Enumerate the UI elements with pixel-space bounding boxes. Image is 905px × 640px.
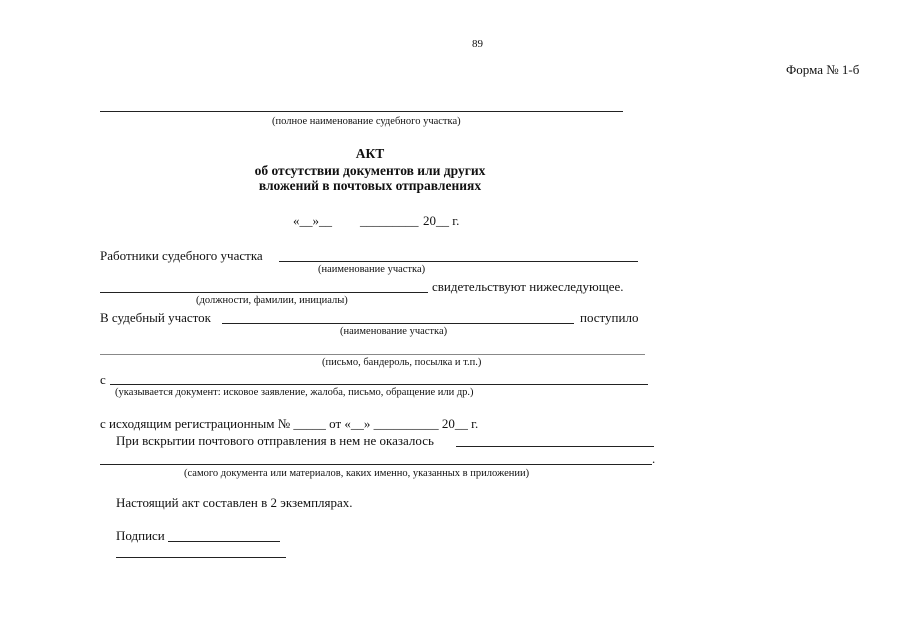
missing-line: [100, 464, 652, 465]
court-caption: (наименование участка): [340, 326, 448, 337]
court-label: В судебный участок: [100, 310, 212, 325]
court-name-line: [100, 111, 623, 112]
act-subtitle-line2: вложений в почтовых отправлениях: [258, 178, 482, 193]
item-caption: (письмо, бандероль, посылка и т.п.): [322, 357, 482, 368]
workers-label: Работники судебного участка: [100, 248, 263, 263]
workers-line: [279, 261, 638, 262]
page-number: 89: [472, 38, 483, 50]
opening-line: [456, 446, 654, 447]
positions-caption: (должности, фамилии, инициалы): [196, 295, 348, 306]
positions-line: [100, 292, 428, 293]
date-year: 20__ г.: [423, 213, 460, 228]
with-label: с: [100, 372, 106, 387]
outgoing-text: с исходящим регистрационным № _____ от «__» __________ 20__ г.: [100, 416, 479, 431]
missing-period: .: [652, 451, 656, 466]
item-line: [100, 354, 645, 355]
testify-text: свидетельствуют нижеследующее.: [432, 279, 624, 294]
received-text: поступило: [580, 310, 639, 325]
court-line: [222, 323, 574, 324]
act-title: АКТ: [355, 146, 385, 161]
document-line: [110, 384, 648, 385]
signature-line-1: [168, 541, 280, 542]
signatures-label: Подписи: [116, 528, 165, 543]
date-month: _________: [360, 213, 419, 228]
missing-caption: (самого документа или материалов, каких именно, указанных в приложении): [184, 468, 530, 479]
form-label: Форма № 1-б: [786, 62, 860, 77]
date-day: «__»__: [293, 213, 332, 228]
workers-caption: (наименование участка): [318, 264, 426, 275]
opening-text: При вскрытии почтового отправления в нем не оказалось: [116, 433, 434, 448]
court-name-caption: (полное наименование судебного участка): [272, 116, 461, 127]
act-subtitle-line1: об отсутствии документов или других: [254, 163, 486, 178]
signature-line-2: [116, 557, 286, 558]
copies-text: Настоящий акт составлен в 2 экземплярах.: [116, 495, 353, 510]
document-caption: (указывается документ: исковое заявление, жалоба, письмо, обращение или др.): [115, 387, 474, 398]
